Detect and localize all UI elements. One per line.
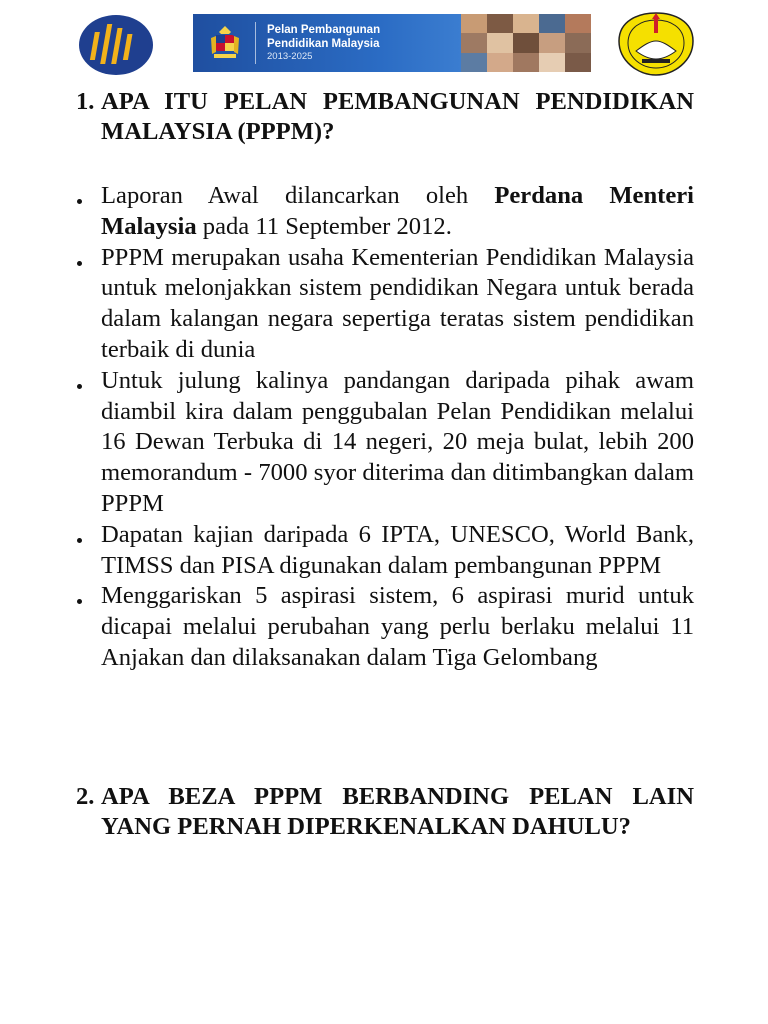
bullet-text-bold: Perdana Menteri Malaysia	[101, 182, 695, 240]
question-1-number: 1.	[76, 88, 95, 115]
banner-title-line1: Pelan Pembangunan	[267, 24, 381, 36]
banner-title-line2: Pendidikan Malaysia	[267, 38, 380, 51]
answer-bullet-list	[76, 181, 694, 674]
list-item	[76, 366, 694, 520]
bullet-text	[101, 520, 694, 582]
bullet-text-part: Laporan Awal dilancarkan oleh	[101, 182, 495, 209]
bullet-text	[101, 581, 694, 673]
question-1-heading	[76, 87, 694, 147]
bullet-icon	[76, 520, 101, 582]
bullet-text-part: PPPM merupakan usaha Kementerian Pendidikan Malaysia untuk melonjakkan sistem pendidikan Negara untuk berada dalam kalangan negara sepertiga teratas sistem pendidikan terbaik di dunia	[101, 243, 694, 363]
school-crest-icon	[616, 11, 696, 77]
bullet-text-part: Dapatan kajian daripada 6 IPTA, UNESCO, World Bank, TIMSS dan PISA digunakan dalam pembangunan PPPM	[101, 520, 694, 579]
pppm-banner	[193, 14, 591, 72]
banner-title	[267, 23, 380, 63]
banner-blue-panel	[193, 14, 461, 72]
list-item	[76, 581, 694, 673]
question-1-text: APA ITU PELAN PEMBANGUNAN PENDIDIKAN MALAYSIA (PPPM)?	[101, 88, 694, 145]
ministry-logo-icon	[78, 14, 154, 76]
bullet-text-part: Untuk julung kalinya pandangan daripada pihak awam diambil kira dalam penggubalan Pelan Pendidikan melalui 16 Dewan Terbuka di 14 negeri, 20 meja bulat, lebih 200 memorandum - 7000 syor diterima dan ditimbangkan dalam PPPM	[101, 366, 694, 517]
question-2-text: APA BEZA PPPM BERBANDING PELAN LAIN YANG PERNAH DIPERKENALKAN DAHULU?	[101, 783, 694, 840]
question-2-heading	[76, 782, 694, 842]
bullet-icon	[76, 366, 101, 520]
document-body	[76, 84, 695, 840]
bullet-text	[101, 181, 694, 243]
bullet-text	[101, 243, 694, 366]
bullet-text-part: pada 11 September 2012.	[196, 212, 452, 240]
bullet-icon	[76, 581, 101, 673]
list-item	[76, 181, 694, 243]
bullet-text	[101, 366, 694, 520]
bullet-icon	[76, 181, 101, 243]
children-photo-collage	[461, 14, 591, 72]
list-item	[76, 520, 694, 582]
question-2-number: 2.	[76, 783, 95, 810]
bullet-icon	[76, 243, 101, 366]
banner-divider	[255, 22, 256, 64]
list-item	[76, 243, 694, 366]
malaysia-coat-of-arms-icon	[207, 24, 243, 62]
banner-years: 2013-2025	[267, 51, 313, 63]
bullet-text-part: Menggariskan 5 aspirasi sistem, 6 aspirasi murid untuk dicapai melalui perubahan yang perlu berlaku melalui 11 Anjakan dan dilaksanakan dalam Tiga Gelombang	[101, 582, 694, 671]
document-header	[0, 0, 768, 86]
